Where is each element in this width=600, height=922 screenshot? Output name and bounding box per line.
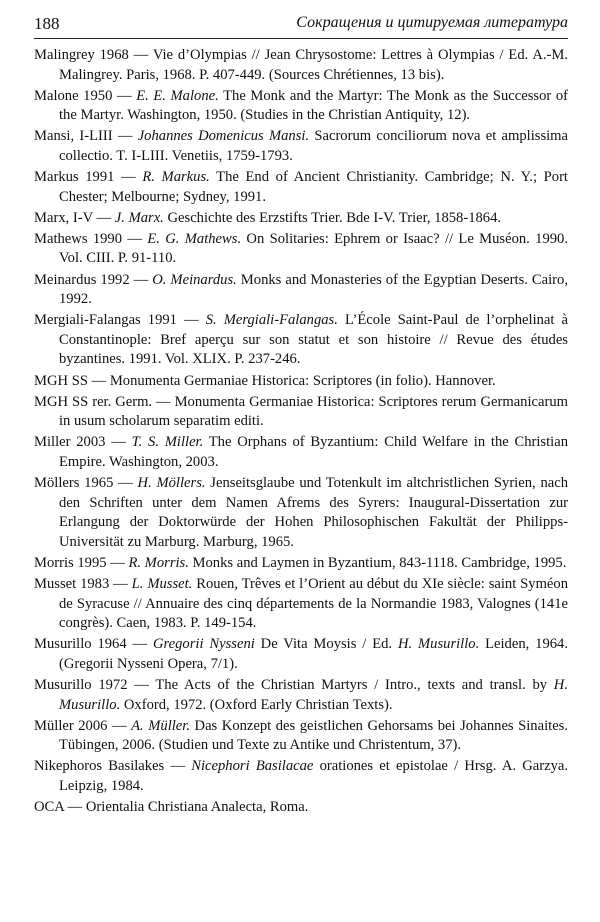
entry-text: L’École Saint-Paul de l’orphelinat à Constantinople: Bref aperçu sur son statut et son histoire // Revue des études byzantines. 1991. Vol. XLIX. P. 237-246.	[59, 312, 568, 368]
entry-text: Markus 1991 —	[34, 169, 143, 186]
entry-italic-text: H. Musurillo.	[59, 676, 568, 713]
entry-text: orationes et epistolae / Hrsg. A. Garzya. Leipzig, 1984.	[59, 758, 568, 794]
bibliography-entry	[34, 575, 568, 634]
entry-text: Musurillo 1972 — The Acts of the Christian Martyrs / Intro., texts and transl. by	[34, 676, 554, 693]
entry-text: Jenseitsglaube und Totenkult im altchristlichen Syrien, nach den Schriften unter dem Namen Afrems des Syrers: Inaugural-Dissertation zur Erlangung der Doktorwürde der Hohen Philosophischen Fakultät der Philipps-Universität zu Marburg. Marburg, 1965.	[59, 474, 568, 550]
bibliography-entry	[34, 393, 568, 432]
entry-text: Monks and Monasteries of the Egyptian Deserts. Cairo, 1992.	[59, 271, 568, 308]
entry-text: The Orphans of Byzantium: Child Welfare in the Christian Empire. Washington, 2003.	[59, 434, 568, 470]
bibliography-entry	[34, 635, 568, 674]
bibliography-entry	[34, 87, 568, 126]
entry-text: Musurillo 1964 —	[34, 636, 153, 653]
bibliography-entry	[34, 433, 568, 472]
bibliography-entry	[34, 757, 568, 796]
entry-italic-text: T. S. Miller.	[131, 434, 204, 451]
bibliography-entry	[34, 798, 568, 818]
bibliography-entry	[34, 676, 568, 715]
entry-italic-text: Nicephori Basilacae	[191, 758, 314, 775]
bibliography-entry	[34, 127, 568, 166]
entry-text: Malone 1950 —	[34, 87, 137, 104]
entry-italic-text: Gregorii Nysseni	[152, 636, 255, 653]
entry-italic-text: J. Marx.	[114, 209, 164, 226]
entry-italic-text: E. E. Malone.	[136, 87, 219, 104]
entry-text: MGH SS — Monumenta Germaniae Historica: Scriptores (in folio). Hannover.	[34, 372, 496, 389]
entry-text: Müller 2006 —	[34, 717, 132, 734]
entry-italic-text: H. Musurillo.	[397, 636, 480, 653]
bibliography-entry	[34, 717, 568, 756]
bibliography-entry	[34, 230, 568, 269]
entry-text: Morris 1995 —	[34, 554, 129, 571]
entry-text: Malingrey 1968 — Vie d’Olympias // Jean Chrysostome: Lettres à Olympias / Ed. A.-M. Malingrey. Paris, 1968. P. 407-449. (Sources Chrétiennes, 13 bis).	[34, 47, 568, 83]
entry-italic-text: R. Markus.	[142, 169, 210, 186]
page-header	[34, 8, 568, 39]
entry-text: Mathews 1990 —	[34, 230, 148, 247]
bibliography-entry	[34, 554, 568, 574]
entry-text: Mergiali-Falangas 1991 —	[34, 312, 206, 329]
entry-italic-text: E. G. Mathews.	[147, 230, 242, 247]
entry-text: OCA — Orientalia Christiana Analecta, Roma.	[34, 798, 309, 815]
entry-text: Oxford, 1972. (Oxford Early Christian Texts).	[120, 696, 393, 713]
bibliography-entry	[34, 311, 568, 370]
entry-text: Mansi, I-LIII —	[34, 128, 138, 145]
entry-text: On Solitaries: Ephrem or Isaac? // Le Muséon. 1990. Vol. CIII. P. 91-110.	[59, 230, 568, 267]
bibliography-entry	[34, 271, 568, 310]
entry-text: The Monk and the Martyr: The Monk as the Successor of the Martyr. Washington, 1950. (Studies in the Christian Antiquity, 12).	[59, 87, 569, 124]
entry-text: MGH SS rer. Germ. — Monumenta Germaniae Historica: Scriptores rerum Germanicarum in usum scholarum separatim editi.	[34, 393, 568, 430]
entry-italic-text: H. Möllers.	[137, 474, 206, 491]
bibliography-list	[34, 46, 568, 819]
entry-text: Rouen, Trêves et l’Orient au début du XIe siècle: saint Syméon de Syracuse // Annuaire des cinq départements de la Normandie 1983, Valognes (141e congrès). Caen, 1983. P. 149-154.	[59, 575, 569, 632]
entry-text: Miller 2003 —	[34, 434, 132, 451]
entry-italic-text: A. Müller.	[131, 717, 190, 734]
entry-italic-text: Johannes Domenicus Mansi.	[137, 128, 310, 145]
entry-text: Meinardus 1992 —	[34, 271, 153, 288]
entry-italic-text: S. Mergiali-Falangas.	[205, 312, 338, 329]
entry-italic-text: R. Morris.	[128, 554, 189, 571]
bibliography-entry	[34, 168, 568, 207]
entry-text: Das Konzept des geistlichen Gehorsams bei Johannes Sinaites. Tübingen, 2006. (Studien und Texte zu Antike und Christentum, 37).	[59, 717, 568, 754]
bibliography-entry	[34, 372, 568, 392]
entry-text: The End of Ancient Christianity. Cambridge; N. Y.; Port Chester; Melbourne; Sydney, 1991.	[59, 169, 568, 205]
page-number: 188	[34, 14, 60, 33]
running-title: Сокращения и цитируемая литература	[296, 14, 568, 31]
bibliography-entry	[34, 474, 568, 552]
entry-text: Monks and Laymen in Byzantium, 843-1118. Cambridge, 1995.	[188, 554, 567, 571]
entry-text: Nikephoros Basilakes —	[34, 758, 192, 775]
bibliography-entry	[34, 209, 568, 229]
entry-italic-text: L. Musset.	[131, 575, 193, 592]
entry-text: Möllers 1965 —	[34, 474, 138, 491]
entry-text: Leiden, 1964. (Gregorii Nysseni Opera, 7/1).	[59, 636, 568, 672]
entry-italic-text: O. Meinardus.	[152, 271, 237, 288]
entry-text: De Vita Moysis / Ed.	[254, 636, 398, 653]
entry-text: Geschichte des Erzstifts Trier. Bde I-V. Trier, 1858-1864.	[163, 209, 502, 226]
entry-text: Sacrorum conciliorum nova et amplissima collectio. T. I-LIII. Venetiis, 1759-1793.	[59, 128, 569, 164]
entry-text: Musset 1983 —	[34, 575, 132, 592]
bibliography-entry	[34, 46, 568, 85]
entry-text: Marx, I-V —	[34, 209, 115, 226]
